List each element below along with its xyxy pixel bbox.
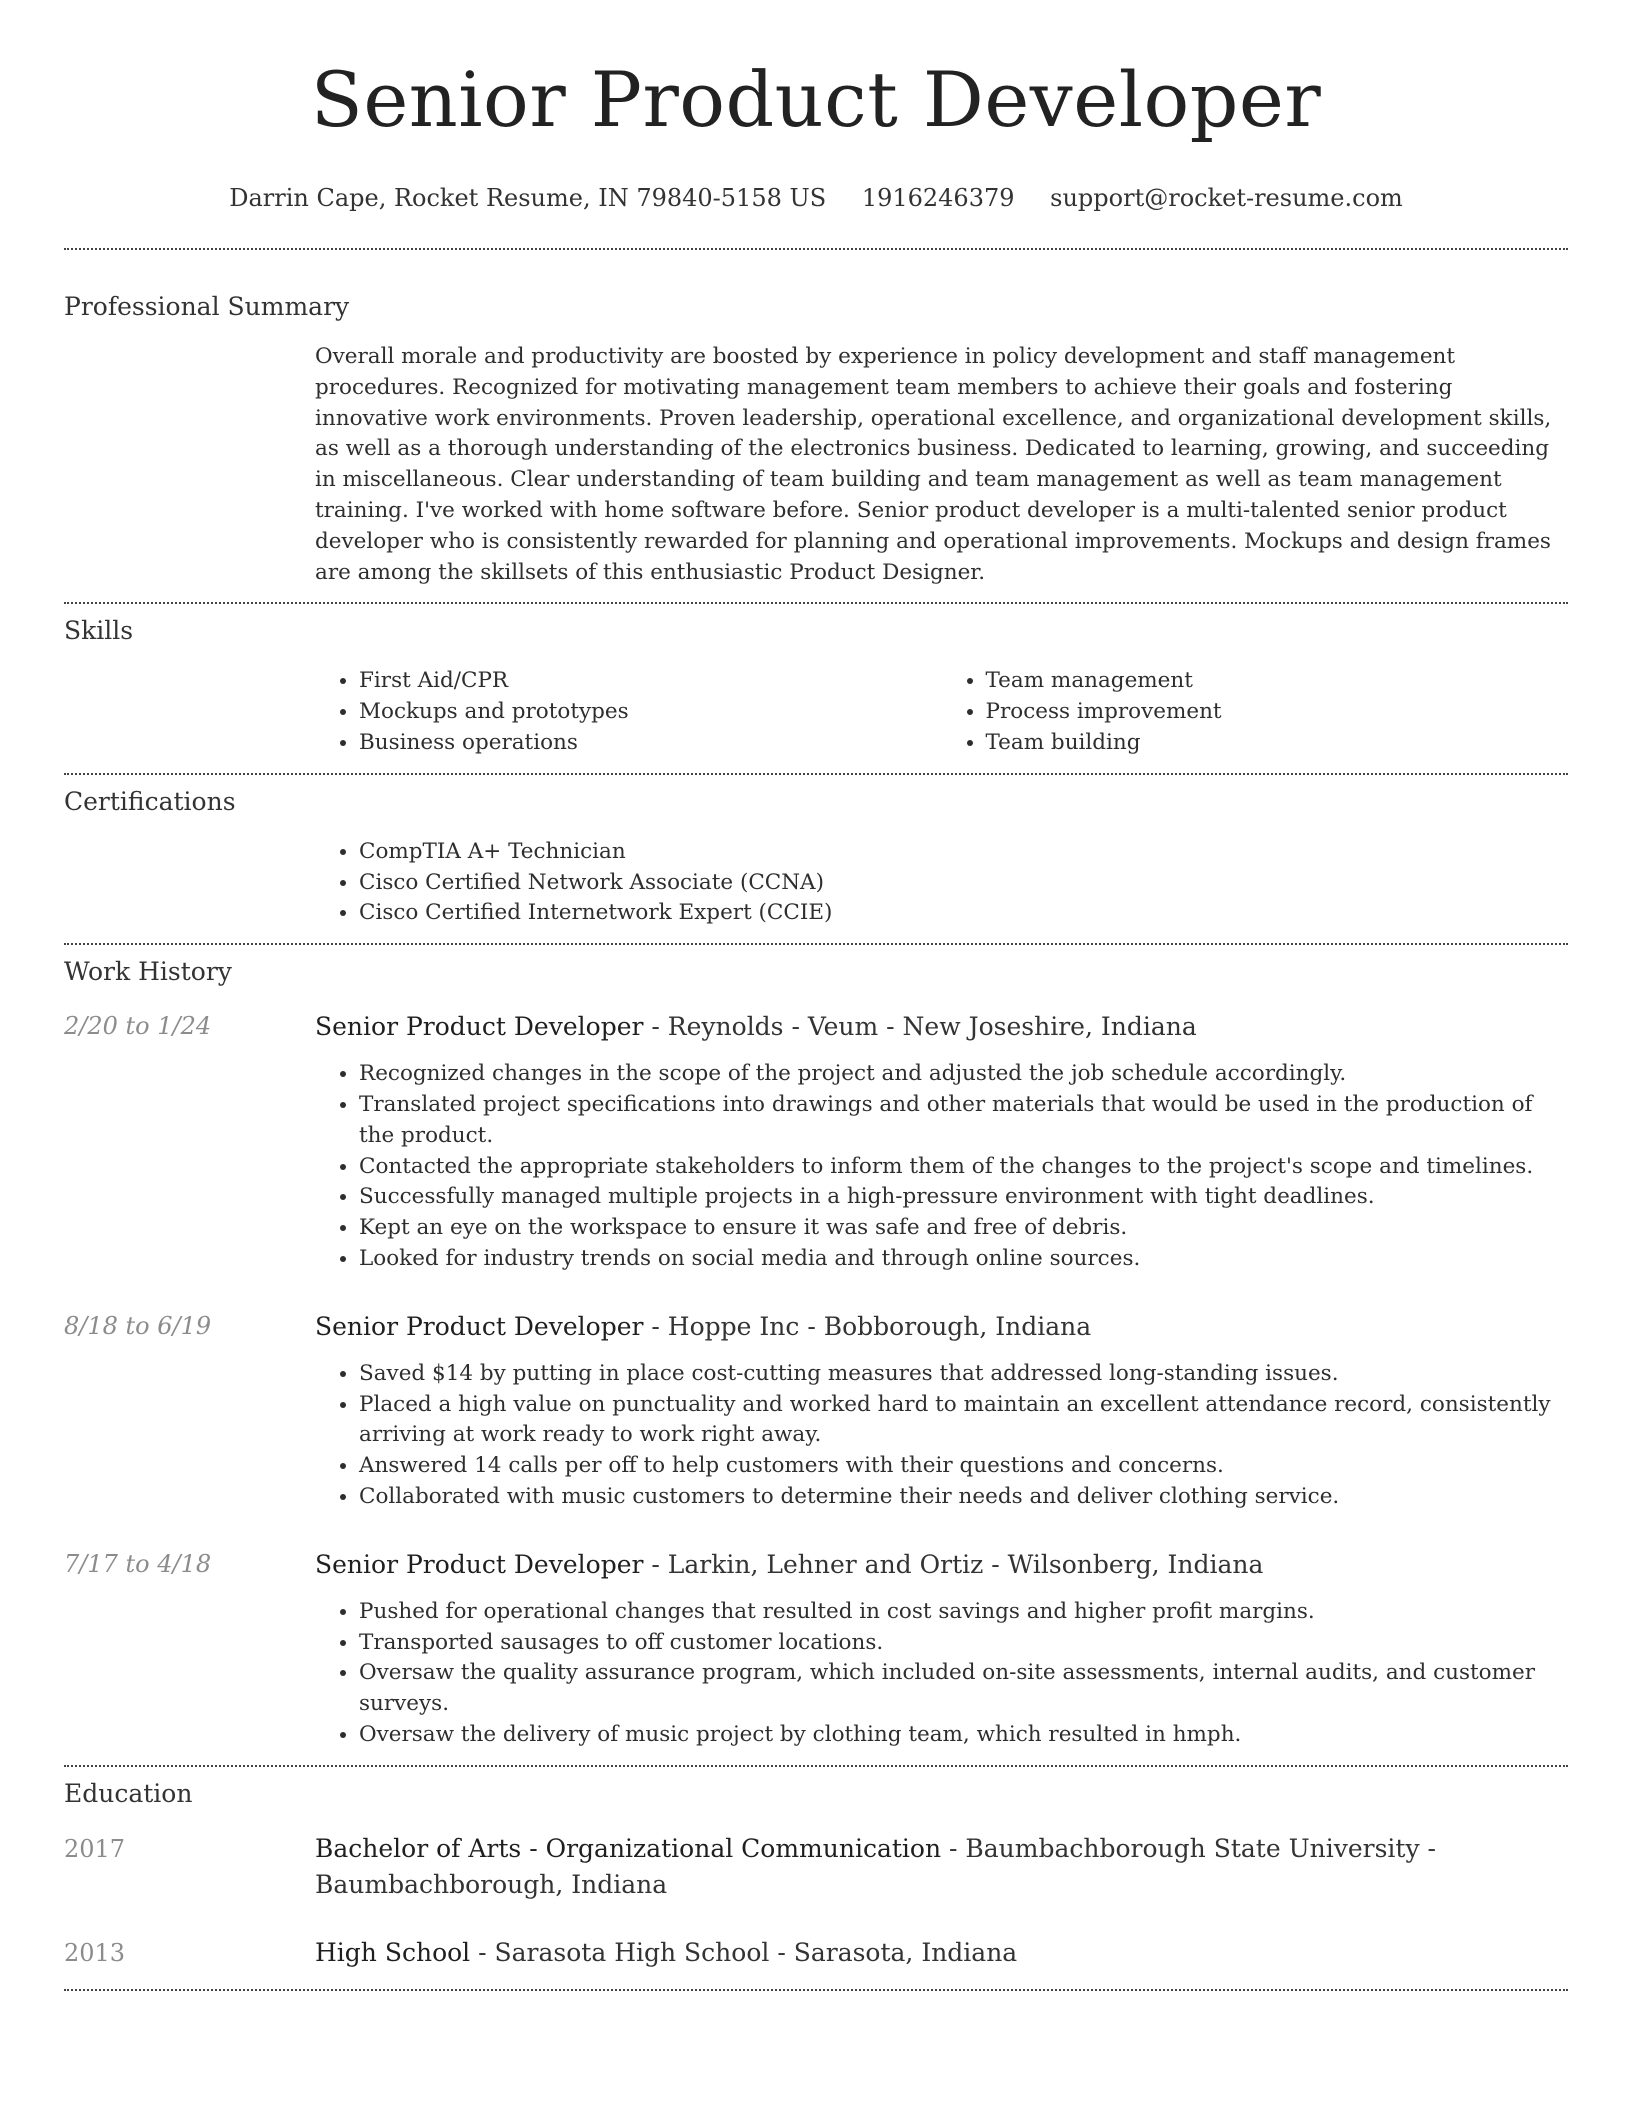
job-dates: 2/20 to 1/24 [64, 1012, 212, 1041]
job-bullets [315, 1597, 1568, 1751]
resume-page [64, 0, 1568, 1991]
summary-section [64, 290, 1568, 588]
education-header [315, 1831, 1568, 1903]
section-title-summary: Professional Summary [64, 292, 350, 321]
skills-column-left [315, 666, 942, 758]
skill-item: • Business operations [359, 728, 942, 759]
education-year: 2013 [64, 1938, 126, 1967]
skills-column-right [942, 666, 1569, 758]
job-bullet: • Recognized changes in the scope of the project and adjusted the job schedule accordingly. [359, 1059, 1568, 1090]
divider [64, 1765, 1568, 1767]
job-dates: 8/18 to 6/19 [64, 1311, 212, 1340]
certifications-list [315, 837, 1568, 929]
certification-item: • Cisco Certified Internetwork Expert (CCIE) [359, 898, 1568, 929]
contact-phone: 1916246379 [861, 184, 1015, 212]
job-bullet: • Saved $14 by putting in place cost-cutting measures that addressed long-standing issues. [359, 1359, 1568, 1390]
section-title-certifications: Certifications [64, 786, 236, 816]
section-title-work-history: Work History [64, 957, 232, 987]
skills-list [315, 666, 1568, 758]
job-bullet: • Oversaw the delivery of music project by clothing team, which resulted in hmph. [359, 1720, 1568, 1751]
job-bullets [315, 1059, 1568, 1275]
job-bullet: • Transported sausages to off customer locations. [359, 1628, 1568, 1659]
education-section [64, 1777, 1568, 1971]
section-title-skills: Skills [64, 616, 134, 646]
contact-email: support@rocket-resume.com [1050, 184, 1403, 212]
job-bullet: • Contacted the appropriate stakeholders to inform them of the changes to the project's scope and timelines. [359, 1152, 1568, 1183]
job-entry [64, 1009, 1568, 1275]
certification-item: • CompTIA A+ Technician [359, 837, 1568, 868]
summary-text: Overall morale and productivity are boosted by experience in policy development and staff management procedures. Recognized for motivating management team members to achieve their goals and fostering innovative work environments. Proven leadership, operational excellence, and organizational development skills, as well as a thorough understanding of the electronics business. Dedicated to learning, growing, and succeeding in miscellaneous. Clear understanding of team building and team management as well as team management training. I've worked with home software before. Senior product developer is a multi-talented senior product developer who is consistently rewarded for planning and operational improvements. Mockups and design frames are among the skillsets of this enthusiastic Product Designer. [315, 344, 1552, 585]
job-bullet: • Translated project specifications into drawings and other materials that would be used in the production of the product. [359, 1090, 1568, 1152]
education-school: - Sarasota High School - Sarasota, Indiana [470, 1937, 1018, 1967]
page-title: Senior Product Developer [310, 55, 1322, 144]
skill-item: • Mockups and prototypes [359, 697, 942, 728]
job-header [315, 1309, 1568, 1345]
job-bullet: • Oversaw the quality assurance program, which included on-site assessments, internal audits, and customer surveys. [359, 1658, 1568, 1720]
section-title-education: Education [64, 1778, 193, 1808]
job-bullet: • Kept an eye on the workspace to ensure it was safe and free of debris. [359, 1213, 1568, 1244]
education-entry [64, 1935, 1568, 1971]
job-entry [64, 1309, 1568, 1513]
job-bullet: • Pushed for operational changes that resulted in cost savings and higher profit margins. [359, 1597, 1568, 1628]
job-bullet: • Answered 14 calls per off to help customers with their questions and concerns. [359, 1451, 1568, 1482]
education-school: - Baumbachborough State University - Baumbachborough, Indiana [315, 1833, 1436, 1899]
job-bullet: • Collaborated with music customers to determine their needs and deliver clothing service. [359, 1482, 1568, 1513]
job-title: Senior Product Developer [315, 1012, 644, 1042]
job-title: Senior Product Developer [315, 1311, 644, 1341]
job-bullet: • Placed a high value on punctuality and worked hard to maintain an excellent attendance record, consistently arriving at work ready to work right away. [359, 1390, 1568, 1452]
work-history-section [64, 955, 1568, 1751]
divider [64, 1989, 1568, 1991]
divider [64, 602, 1568, 604]
education-year: 2017 [64, 1834, 126, 1863]
education-degree: Bachelor of Arts - Organizational Communication [315, 1833, 942, 1863]
certifications-section [64, 785, 1568, 929]
contact-address: Darrin Cape, Rocket Resume, IN 79840-5158 US [229, 184, 827, 212]
job-bullets [315, 1359, 1568, 1513]
skill-item: • Team building [986, 728, 1569, 759]
education-header [315, 1935, 1568, 1971]
contact-line [64, 182, 1568, 214]
certification-item: • Cisco Certified Network Associate (CCNA) [359, 868, 1568, 899]
job-bullet: • Successfully managed multiple projects in a high-pressure environment with tight deadlines. [359, 1182, 1568, 1213]
divider [64, 248, 1568, 250]
education-entry [64, 1831, 1568, 1903]
job-title: Senior Product Developer [315, 1549, 644, 1579]
job-bullet: • Looked for industry trends on social media and through online sources. [359, 1244, 1568, 1275]
job-employer: - Hoppe Inc - Bobborough, Indiana [643, 1311, 1092, 1341]
job-employer: - Reynolds - Veum - New Joseshire, Indiana [643, 1012, 1197, 1042]
job-header [315, 1009, 1568, 1045]
job-header [315, 1547, 1568, 1583]
skills-section [64, 614, 1568, 758]
job-employer: - Larkin, Lehner and Ortiz - Wilsonberg, Indiana [643, 1549, 1264, 1579]
divider [64, 773, 1568, 775]
skill-item: • Team management [986, 666, 1569, 697]
education-degree: High School [315, 1937, 471, 1967]
skill-item: • Process improvement [986, 697, 1569, 728]
skill-item: • First Aid/CPR [359, 666, 942, 697]
job-dates: 7/17 to 4/18 [64, 1549, 212, 1578]
job-entry [64, 1547, 1568, 1751]
divider [64, 943, 1568, 945]
